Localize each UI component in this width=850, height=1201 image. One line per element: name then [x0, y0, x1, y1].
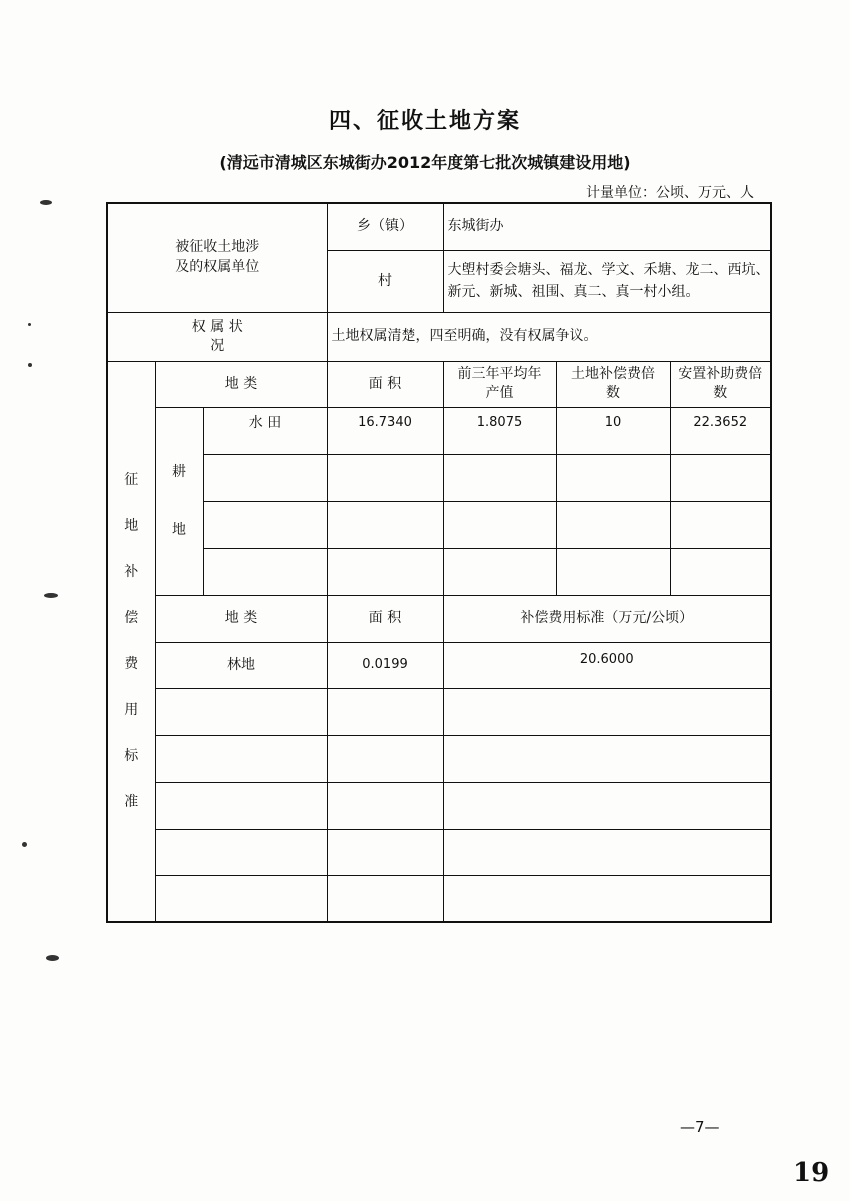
area-cell — [327, 501, 443, 548]
land-multiple-cell — [556, 548, 670, 595]
scan-mark — [28, 363, 32, 367]
table-row — [107, 829, 771, 875]
area-cell: 16.7340 — [327, 407, 443, 454]
avg-output-cell — [443, 548, 556, 595]
page-subtitle: (清远市清城区东城街办2012年度第七批次城镇建设用地) — [219, 153, 631, 172]
land-type-cell — [203, 548, 327, 595]
standard-cell — [443, 829, 771, 875]
standard-cell — [443, 688, 771, 735]
land-compensation-multiple-header: 土地补偿费倍 数 — [556, 361, 670, 407]
table-row — [107, 688, 771, 735]
page-title: 四、征收土地方案 — [328, 109, 521, 134]
land-type-cell — [155, 688, 327, 735]
scan-mark — [22, 842, 27, 847]
area-cell — [327, 735, 443, 782]
land-multiple-cell — [556, 454, 670, 501]
town-label: 乡（镇） — [327, 203, 443, 250]
avg-output-header: 前三年平均年产值 — [443, 361, 556, 407]
table-row — [107, 642, 771, 688]
land-type-cell — [203, 501, 327, 548]
land-acquisition-table — [106, 202, 772, 923]
scan-mark — [46, 955, 59, 961]
avg-output-cell — [443, 501, 556, 548]
resettle-multiple-cell — [670, 454, 771, 501]
table-row — [107, 735, 771, 782]
table-row — [107, 548, 771, 595]
resettle-multiple-cell — [670, 501, 771, 548]
resettle-multiple-cell — [670, 548, 771, 595]
land-multiple-cell — [556, 501, 670, 548]
land-type-cell — [155, 829, 327, 875]
resettlement-multiple-header: 安置补助费倍 数 — [670, 361, 771, 407]
area-cell — [327, 875, 443, 922]
area-cell — [327, 688, 443, 735]
land-multiple-cell: 10 — [556, 407, 670, 454]
area-header-2: 面 积 — [327, 595, 443, 642]
avg-output-cell — [443, 454, 556, 501]
handwritten-page-number: 19 — [793, 1158, 830, 1188]
ownership-status-label: 权 属 状 况 — [107, 312, 327, 361]
ownership-unit-label: 被征收土地涉及的权属单位 — [107, 203, 327, 312]
table-row — [107, 501, 771, 548]
table-row — [107, 875, 771, 922]
resettle-multiple-cell: 22.3652 — [670, 407, 771, 454]
avg-output-cell: 1.8075 — [443, 407, 556, 454]
land-type-cell: 林地 — [155, 642, 327, 688]
land-type-cell — [155, 735, 327, 782]
cultivated-land-label: 耕地 — [155, 407, 203, 595]
scan-mark — [40, 200, 52, 205]
area-cell — [327, 782, 443, 829]
table-row — [107, 454, 771, 501]
area-cell: 0.0199 — [327, 642, 443, 688]
land-type-cell: 水 田 — [203, 407, 327, 454]
standard-cell — [443, 735, 771, 782]
area-cell — [327, 829, 443, 875]
land-type-header: 地 类 — [155, 361, 327, 407]
table-row — [107, 407, 771, 454]
land-type-header-2: 地 类 — [155, 595, 327, 642]
village-value: 大塱村委会塘头、福龙、学文、禾塘、龙二、西坑、新元、新城、祖围、真二、真一村小组。 — [443, 250, 771, 312]
area-cell — [327, 454, 443, 501]
village-label: 村 — [327, 250, 443, 312]
scan-mark — [28, 323, 31, 326]
town-value: 东城街办 — [443, 203, 771, 250]
page-number: —7— — [680, 1118, 720, 1136]
table-row — [107, 782, 771, 829]
ownership-status-value: 土地权属清楚，四至明确，没有权属争议。 — [327, 312, 771, 361]
compensation-standard-header: 补偿费用标准（万元/公顷） — [443, 595, 771, 642]
standard-cell: 20.6000 — [443, 642, 771, 688]
scan-mark — [44, 593, 58, 598]
compensation-standard-label: 征地补偿费用标准 — [107, 361, 155, 922]
land-type-cell — [203, 454, 327, 501]
area-header: 面 积 — [327, 361, 443, 407]
land-type-cell — [155, 875, 327, 922]
land-type-cell — [155, 782, 327, 829]
standard-cell — [443, 875, 771, 922]
area-cell — [327, 548, 443, 595]
measurement-unit: 计量单位：公顷、万元、人 — [586, 185, 754, 201]
standard-cell — [443, 782, 771, 829]
